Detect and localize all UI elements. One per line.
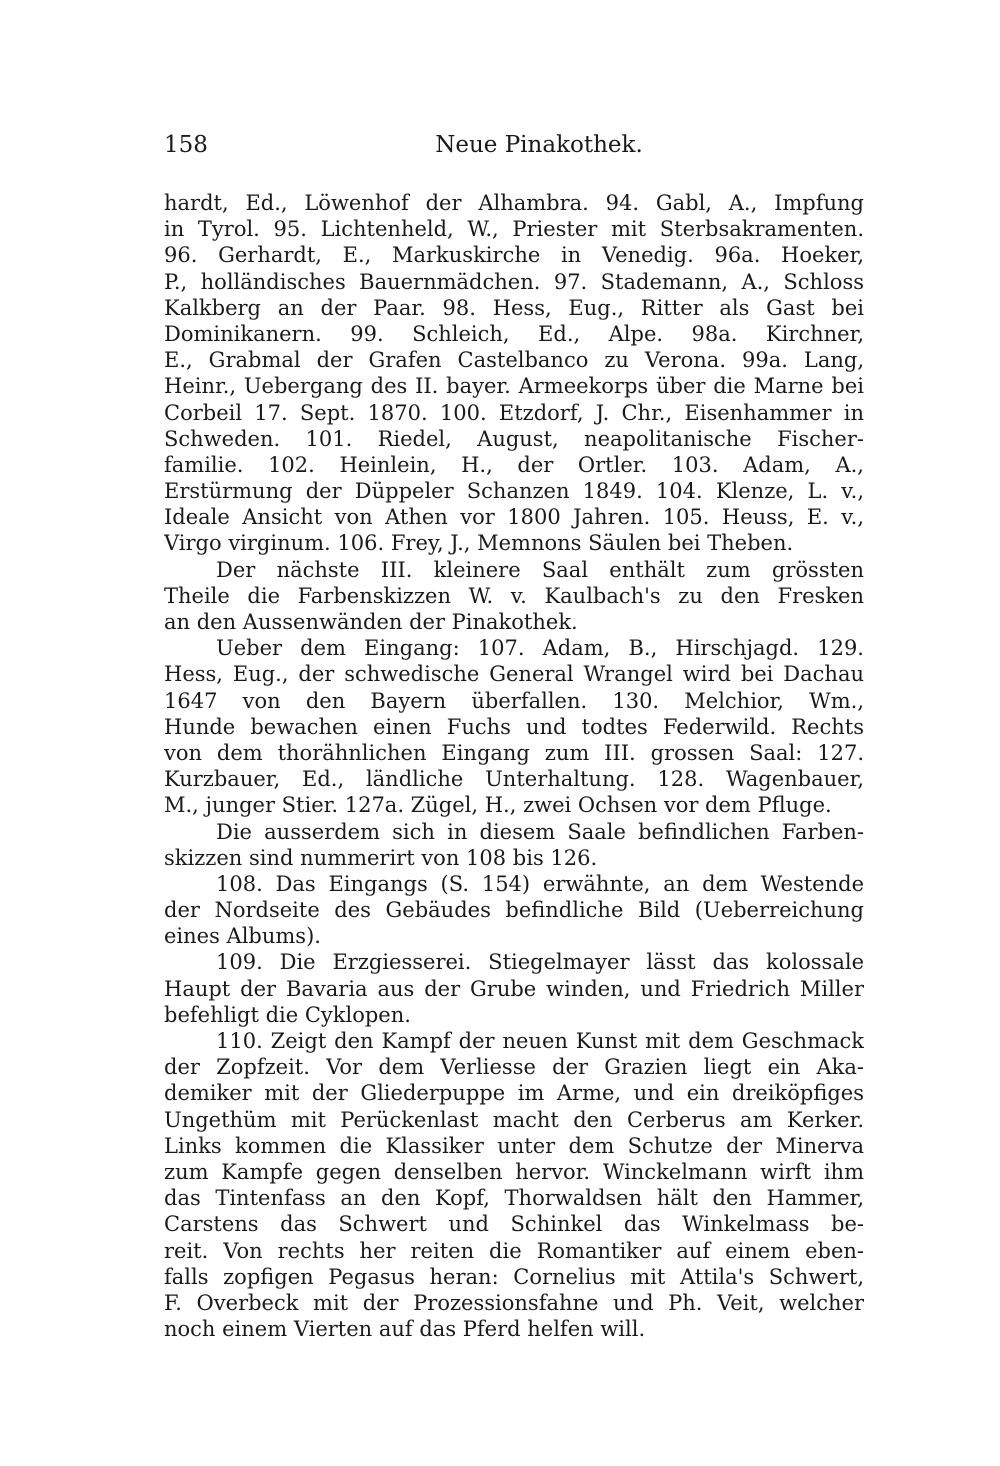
text-line: Links kommen die Klassiker unter dem Schutze der Minerva [164,1133,864,1158]
text-line: demiker mit der Gliederpuppe im Arme, und ein dreiköpfiges [164,1081,864,1106]
text-line: Der nächste III. kleinere Saal enthält zum grössten [216,557,864,582]
text-line: Die ausserdem sich in diesem Saale befindlichen Farben- [216,819,864,844]
text-line: 110. Zeigt den Kampf der neuen Kunst mit dem Geschmack [216,1029,864,1053]
text-line: 108. Das Eingangs (S. 154) erwähnte, an dem Westende [216,871,864,896]
text-line: 1647 von den Bayern überfallen. 130. Melchior, Wm., [164,688,864,713]
text-line: Hess, Eug., der schwedische General Wrangel wird bei Dachau [164,662,864,687]
text-line: das Tintenfass an den Kopf, Thorwaldsen hält den Hammer, [164,1186,864,1211]
text-line: Corbeil 17. Sept. 1870. 100. Etzdorf, J. Chr., Eisenhammer in [164,400,864,425]
text-line: Ungethüm mit Perückenlast macht den Cerberus am Kerker. [164,1107,864,1132]
text-line: 109. Die Erzgiesserei. Stiegelmayer lässt das kolossale [216,950,864,975]
text-line: Schweden. 101. Riedel, August, neapolitanische Fischer- [164,426,864,451]
text-line: an den Aussenwänden der Pinakothek. [164,610,578,634]
text-body [164,190,864,1342]
text-line: Erstürmung der Düppeler Schanzen 1849. 104. Klenze, L. v., [164,479,864,504]
text-line: in Tyrol. 95. Lichtenheld, W., Priester mit Sterbsakramenten. [164,217,864,242]
text-line: zum Kampfe gegen denselben hervor. Winckelmann wirft ihm [164,1159,864,1184]
text-line: skizzen sind nummerirt von 108 bis 126. [164,845,598,870]
text-line: Carstens das Schwert und Schinkel das Winkelmass be- [164,1212,864,1237]
text-line: M., junger Stier. 127a. Zügel, H., zwei Ochsen vor dem Pfluge. [164,793,832,818]
text-line: Virgo virginum. 106. Frey, J., Memnons Säulen bei Theben. [164,531,794,556]
text-line: Dominikanern. 99. Schleich, Ed., Alpe. 98a. Kirchner, [164,321,864,346]
text-line: falls zopfigen Pegasus heran: Cornelius mit Attila's Schwert, [164,1264,864,1289]
text-line: der Nordseite des Gebäudes befindliche Bild (Ueberreichung [164,898,864,923]
text-line: P., holländisches Bauernmädchen. 97. Stademann, A., Schloss [164,269,864,294]
text-line: 96. Gerhardt, E., Markuskirche in Venedig. 96a. Hoeker, [164,243,864,268]
text-line: Kalkberg an der Paar. 98. Hess, Eug., Ritter als Gast bei [164,295,864,320]
text-line: F. Overbeck mit der Prozessionsfahne und Ph. Veit, welcher [164,1290,864,1315]
text-line: eines Albums). [164,924,321,949]
text-line: hardt, Ed., Löwenhof der Alhambra. 94. Gabl, A., Impfung [164,191,864,215]
page-number: 158 [164,132,208,158]
text-line: noch einem Vierten auf das Pferd helfen will. [164,1317,646,1342]
text-line: der Zopfzeit. Vor dem Verliesse der Grazien liegt ein Aka- [164,1055,864,1080]
text-line: E., Grabmal der Grafen Castelbanco zu Verona. 99a. Lang, [164,348,864,373]
text-line: Ideale Ansicht von Athen vor 1800 Jahren. 105. Heuss, E. v., [164,505,864,530]
text-line: familie. 102. Heinlein, H., der Ortler. 103. Adam, A., [164,452,864,477]
text-line: Theile die Farbenskizzen W. v. Kaulbach's zu den Fresken [164,583,864,608]
text-line: Ueber dem Eingang: 107. Adam, B., Hirschjagd. 129. [216,636,864,661]
page-header [164,132,864,172]
text-line: von dem thorähnlichen Eingang zum III. grossen Saal: 127. [164,740,864,765]
text-line: Haupt der Bavaria aus der Grube winden, und Friedrich Miller [164,976,864,1001]
text-line: reit. Von rechts her reiten die Romantiker auf einem eben- [164,1238,864,1263]
text-line: Kurzbauer, Ed., ländliche Unterhaltung. 128. Wagenbauer, [164,767,864,792]
text-line: befehligt die Cyklopen. [164,1002,411,1027]
running-title: Neue Pinakothek. [435,132,643,158]
text-line: Hunde bewachen einen Fuchs und todtes Federwild. Rechts [164,714,864,739]
text-line: Heinr., Uebergang des II. bayer. Armeekorps über die Marne bei [164,374,864,399]
